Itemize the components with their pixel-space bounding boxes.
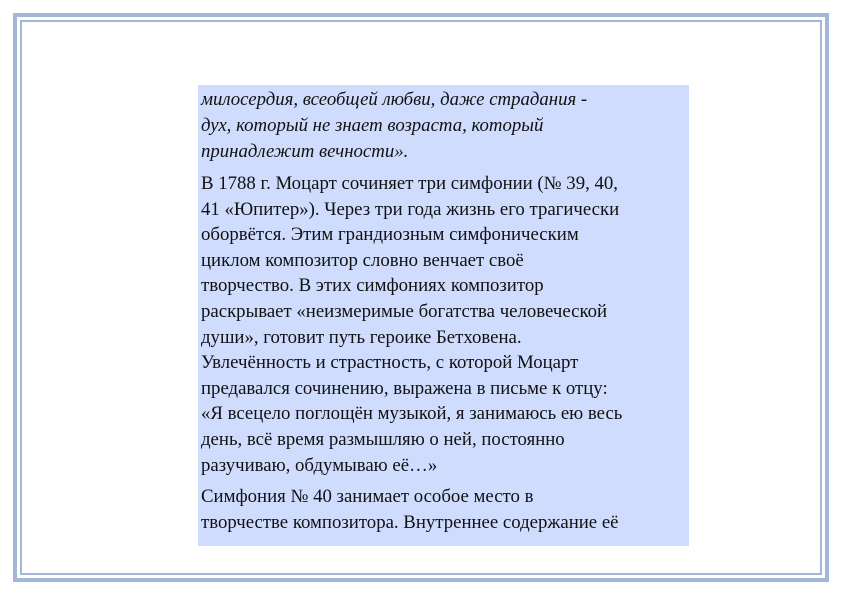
- text-line: творчестве композитора. Внутреннее содержание её: [201, 511, 619, 533]
- text-line: творчество. В этих симфониях композитор: [201, 275, 544, 297]
- text-line: 41 «Юпитер»). Через три года жизнь его трагически: [201, 198, 620, 220]
- text-line: дух, который не знает возраста, который: [201, 115, 544, 136]
- text-line: Увлечённость и страстность, с которой Моцарт: [201, 352, 579, 374]
- text-line: циклом композитор словно венчает своё: [201, 249, 524, 271]
- body-paragraph: [201, 484, 686, 535]
- text-line: принадлежит вечности».: [201, 141, 409, 162]
- text-line: оборвётся. Этим грандиозным симфоническим: [201, 224, 579, 246]
- text-line: день, всё время размышляю о ней, постоянно: [201, 428, 565, 450]
- text-line: разучиваю, обдумываю её…»: [201, 454, 438, 476]
- text-line: милосердия, всеобщей любви, даже страдания -: [201, 89, 588, 110]
- body-paragraph: [201, 171, 686, 478]
- text-line: раскрывает «неизмеримые богатства человеческой: [201, 300, 608, 322]
- text-line: В 1788 г. Моцарт сочиняет три симфонии (№ 39, 40,: [201, 173, 618, 194]
- text-line: предавался сочинению, выражена в письме к отцу:: [201, 377, 608, 399]
- text-line: «Я всецело поглощён музыкой, я занимаюсь ею весь: [201, 403, 623, 425]
- text-line: Симфония № 40 занимает особое место в: [201, 486, 534, 508]
- text-line: души», готовит путь героике Бетховена.: [201, 326, 522, 348]
- text-box: [198, 85, 689, 546]
- quote-paragraph: [201, 87, 686, 165]
